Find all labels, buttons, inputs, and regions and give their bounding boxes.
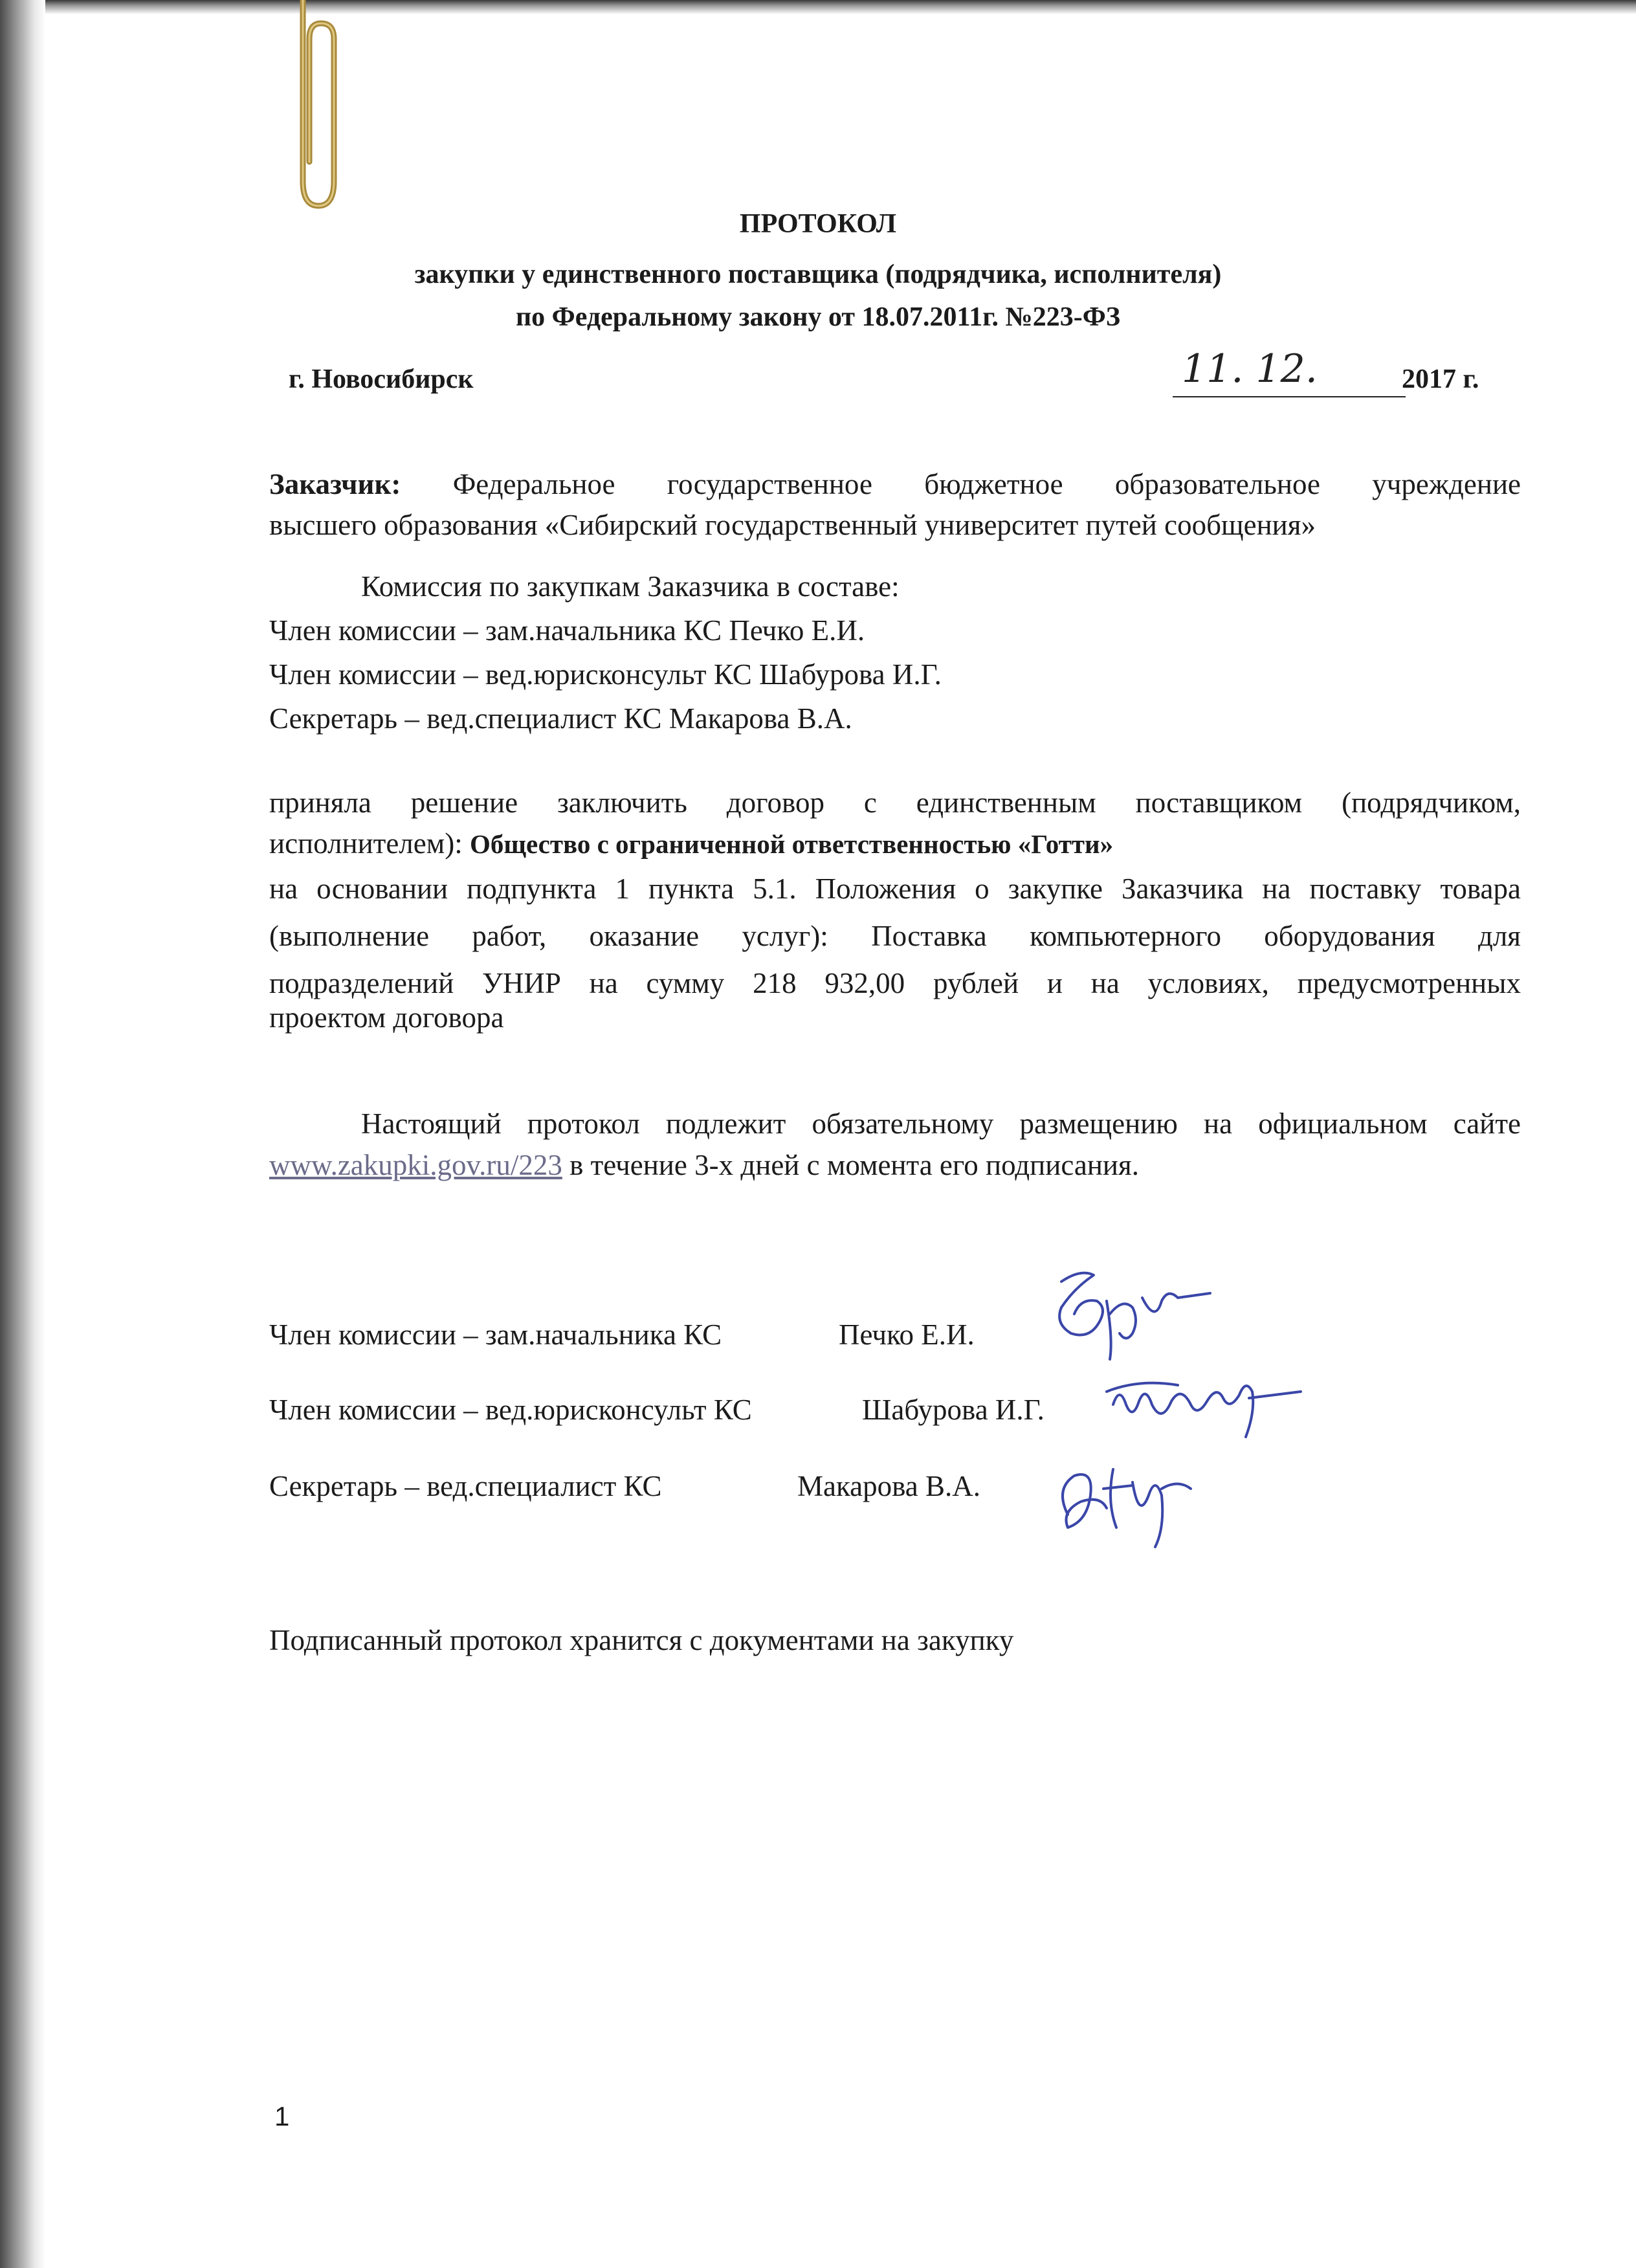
scan-edge-top <box>0 0 1636 14</box>
customer-text-1: Федеральное государственное бюджетное образовательное учреждение <box>452 468 1521 500</box>
commission-member-1: Член комиссии – зам.начальника КС Печко Е.И. <box>269 614 865 647</box>
commission-member-2: Член комиссии – вед.юрисконсульт КС Шабурова И.Г. <box>269 658 942 691</box>
storage-note: Подписанный протокол хранится с документами на закупку <box>269 1624 1014 1656</box>
decision-line-2 <box>269 827 1113 860</box>
customer-line-1 <box>269 461 1521 508</box>
publication-line-2 <box>269 1148 1139 1182</box>
basis-line-1: на основании подпункта 1 пункта 5.1. Положения о закупке Заказчика на поставку товара <box>269 873 1521 905</box>
page-number: 1 <box>274 2101 290 2131</box>
basis-line-2: (выполнение работ, оказание услуг): Поставка компьютерного оборудования для <box>269 920 1521 952</box>
signature-role-2: Член комиссии – вед.юрисконсульт КС <box>269 1394 752 1426</box>
signature-shaburova <box>1100 1366 1307 1443</box>
date-underline <box>1173 396 1406 397</box>
signature-name-3: Макарова В.А. <box>797 1470 981 1502</box>
signature-role-1: Член комиссии – зам.начальника КС <box>269 1318 722 1351</box>
signature-role-3: Секретарь – вед.специалист КС <box>269 1470 662 1502</box>
supplier-name: Общество с ограниченной ответственностью «Готти» <box>469 829 1114 859</box>
publication-link[interactable]: www.zakupki.gov.ru/223 <box>269 1149 562 1181</box>
svg-text:11. 12.: 11. 12. <box>1182 346 1318 392</box>
signature-makarova <box>1042 1450 1210 1553</box>
commission-intro: Комиссия по закупкам Заказчика в составе: <box>361 570 900 603</box>
scan-edge-left <box>0 0 45 2268</box>
document-title: ПРОТОКОЛ <box>739 209 897 239</box>
paper-clip-icon <box>272 0 349 220</box>
publication-rest: в течение 3-х дней с момента его подписания. <box>562 1149 1139 1181</box>
document-subtitle-2: по Федеральному закону от 18.07.2011г. №223-ФЗ <box>515 302 1120 332</box>
decision-line-1: приняла решение заключить договор с единственным поставщиком (подрядчиком, <box>269 786 1521 819</box>
document-year: 2017 г. <box>1402 364 1479 394</box>
decision-prefix: исполнителем): <box>269 827 463 860</box>
signature-name-1: Печко Е.И. <box>839 1318 975 1351</box>
signature-pechko <box>1035 1262 1217 1372</box>
document-subtitle-1: закупки у единственного поставщика (подрядчика, исполнителя) <box>414 260 1222 289</box>
document-city: г. Новосибирск <box>289 364 474 394</box>
commission-member-3: Секретарь – вед.специалист КС Макарова В.А. <box>269 702 852 735</box>
basis-line-4: проектом договора <box>269 1001 504 1034</box>
customer-line-2: высшего образования «Сибирский государственный университет путей сообщения» <box>269 509 1316 541</box>
publication-line-1: Настоящий протокол подлежит обязательному размещению на официальном сайте <box>361 1107 1521 1140</box>
signature-name-2: Шабурова И.Г. <box>862 1394 1045 1426</box>
customer-label: Заказчик: <box>269 468 401 500</box>
basis-line-3: подразделений УНИР на сумму 218 932,00 рублей и на условиях, предусмотренных <box>269 967 1521 999</box>
handwritten-date <box>1178 344 1400 396</box>
